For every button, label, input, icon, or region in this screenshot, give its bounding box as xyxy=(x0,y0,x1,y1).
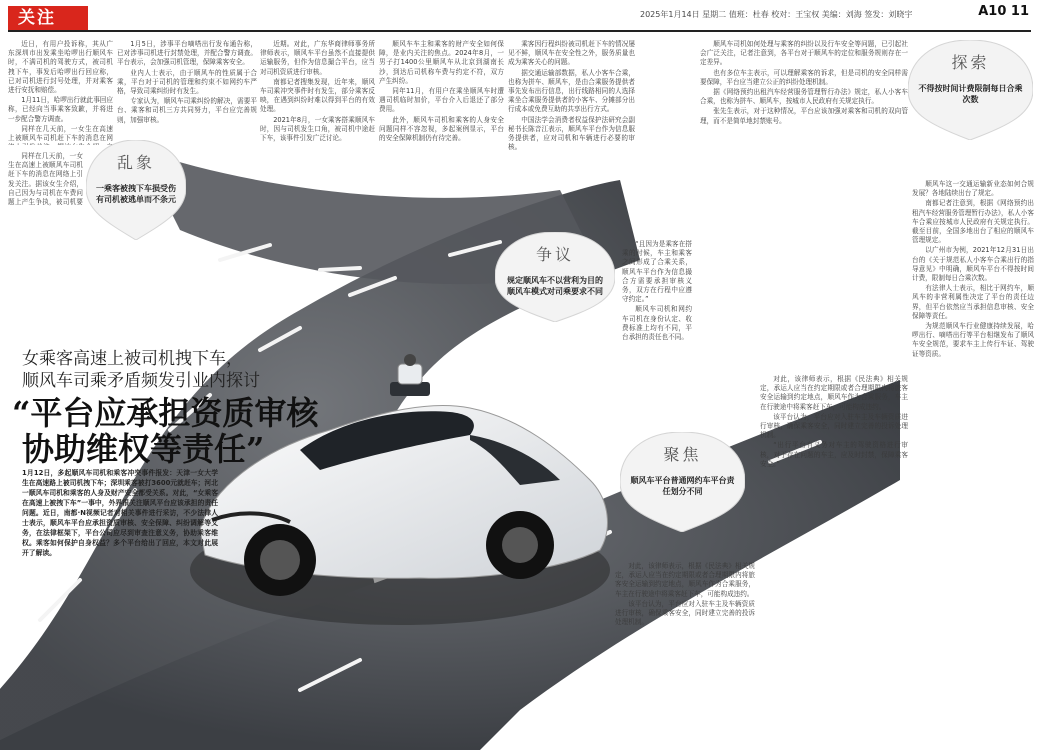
article-column-8 xyxy=(760,375,908,740)
article-column-4 xyxy=(379,40,504,240)
article-column-6 xyxy=(622,240,692,350)
article-column-1 xyxy=(8,40,113,145)
paragraph: 南都记者搜集发现，近年来，顺风车司乘冲突事件时有发生，部分乘客反映，在遇到纠纷时难以得到平台的有效处理。 xyxy=(260,77,375,114)
subtitle-line-2: 顺风车司乘矛盾频发引业内探讨 xyxy=(22,371,260,391)
headline-line-1: “平台应承担资质审核 xyxy=(12,394,319,432)
article-column-5 xyxy=(508,40,635,240)
badge-keyword: 乱象 xyxy=(116,153,155,172)
paragraph: 近日，有用户投诉称，其从广东深圳市出发乘坐哈啰出行顺风车时，不满司机的驾驶方式，被司机拽下车，事发后哈啰出行回应称，已对司机进行封号处理，并对乘客进行安抚和赔偿。 xyxy=(8,40,113,95)
paragraph: 据交通运输部数据，私人小客车合乘，也称为拼车、顺风车，是由合乘服务提供者事先发布出行信息，出行线路相同的人选择乘坐合乘服务提供者的小客车、分摊部分出行成本或免费互助的共享出行方式。 xyxy=(508,68,635,114)
paragraph: 同样在几天前，一女生在高速上被顺风车司机赶下车的消息在网络上引发关注。据该女生介绍，自己因为与司机在车费问题上产生争执，被司机要 xyxy=(8,152,83,207)
paragraph: 业内人士表示，由于顺风车的性质属于合乘，平台对于司机的管理和约束不如网约车严格，导致司乘纠纷时有发生。 xyxy=(117,68,257,96)
paragraph: 专家认为，顺风车司乘纠纷的解决，需要平台、乘客和司机三方共同努力，平台应完善规则，加强审核。 xyxy=(117,97,257,124)
article-column-3 xyxy=(260,40,375,190)
paragraph: 该平台认为，平台应对入驻车主及车辆资质进行审核，确保乘客安全，同时建立完善的投诉处理机制。 xyxy=(760,412,908,440)
badge-caption: 一乘客被拽下车损受伤有司机被逃单而不条元 xyxy=(96,184,176,204)
paragraph: “且因为是乘客在搭乘的时候，车主和乘客之间形成了合乘关系，顺风车平台作为信息撮合方需要承担审核义务，双方在行程中应遵守约定。” xyxy=(622,240,692,304)
paragraph: 顺风车司机和网约车司机在身份认定、收费标准上均有不同，平台承担的责任也不同。 xyxy=(622,305,692,342)
paragraph: 据《网络预约出租汽车经营服务管理暂行办法》规定，私人小客车合乘，也称为拼车、顺风车，按城市人民政府有关规定执行。 xyxy=(700,88,908,106)
article-column-1b xyxy=(8,152,83,207)
paragraph: 也有多位车主表示，可以理解乘客的诉求，但是司机的安全同样需要保障，平台应当建立公正的纠纷处理机制。 xyxy=(700,68,908,86)
paragraph: “出行平台有义务对车主的驾驶资格进行审核，对于存在问题的车主，应及时封禁，保障乘客安全。” xyxy=(760,441,908,468)
subheading-badge-chaos xyxy=(86,140,186,240)
badge-keyword: 争议 xyxy=(535,245,574,264)
article-column-7 xyxy=(700,40,908,370)
subheading-badge-focus xyxy=(620,432,745,532)
paragraph: 该平台认为，平台应对入驻车主及车辆资质进行审核，确保乘客安全，同时建立完善的投诉处理机制。 xyxy=(615,599,755,627)
paragraph: 中国法学会消费者权益保护法研究会副秘书长陈音江表示，顺风车平台作为信息服务提供者，应对司机和车辆进行必要的审核。 xyxy=(508,115,635,152)
article-column-8b xyxy=(615,562,755,742)
badge-keyword: 聚焦 xyxy=(663,445,702,464)
article-column-9 xyxy=(912,180,1034,700)
badge-keyword: 探索 xyxy=(951,53,990,72)
page-number: A10 11 xyxy=(978,4,1029,19)
paragraph: 对此，该律师表示，根据《民法典》相关规定，承运人应当在约定期限或者合理期限内将旅客安全运输到约定地点，顺风车作为合乘服务，车主在行驶途中将乘客赶下车，可能构成违约。 xyxy=(615,562,755,598)
section-tag: 关注 xyxy=(8,6,88,30)
paragraph: 张先生表示，对于这种情况，平台应该加强对乘客和司机的双向管理，而不是简单地封禁账号。 xyxy=(700,107,908,125)
issue-date: 2025年1月14日 星期二 值班：杜春 校对：王宝权 美编：刘海 签发：刘晓宇 xyxy=(640,10,913,19)
badge-caption: 不得按时间计费限制每日合乘次数 xyxy=(918,84,1023,104)
paragraph: 近期。对此，广东华商律师事务所律师表示，顺风车平台虽然不直接提供运输服务，但作为信息撮合平台，应当对司机资质进行审核。 xyxy=(260,40,375,76)
badge-caption: 规定顺风车不以营利为目的顺风车模式对司乘要求不同 xyxy=(507,276,603,296)
paragraph: 对此，该律师表示，根据《民法典》相关规定，承运人应当在约定期限或者合理期限内将旅客安全运输到约定地点，顺风车作为合乘服务，车主在行驶途中将乘客赶下车，可能构成违约。 xyxy=(760,375,908,411)
paragraph: 同样在几天前，一女生在高速上被顺风车司机赶下车的消息在网 xyxy=(8,124,113,143)
paragraph: 为规范顺风车行业健康持续发展，哈啰出行、嘀嗒出行等平台相继发布了顺风车安全规范，要求车主上传行车证、驾驶证等资质。 xyxy=(912,322,1034,358)
paragraph: 有法律人士表示，相比于网约车，顺风车的非营利属性决定了平台的责任边界，但平台依然应当承担信息审核、安全保障等责任。 xyxy=(912,284,1034,320)
header-rule xyxy=(8,30,1031,32)
subheading-badge-explore xyxy=(908,40,1033,140)
paragraph: 乘客因行程纠纷被司机赶下车的情况屡见不鲜，顺风车在安全性之外，服务质量也成为乘客关心的问题。 xyxy=(508,40,635,67)
headline-line-2: 协助维权等责任” xyxy=(22,430,265,468)
paragraph: 以广州市为例，2021年12月31日出台的《关于规范私人小客车合乘出行的指导意见》中明确，顺风车平台不得按时间计费，限制每日合乘次数。 xyxy=(912,246,1034,283)
lead-paragraph: 1月12日，多起顺风车司机和乘客冲突事件报发：天津一女大学生在高速路上被司机拽下车；深圳乘客被打3600元就赶车；河北一顺风车司机和乘客的人身及财产安全都受关系。对此，“女乘客在高速上被拽下车”一事中，外界很关注顺风平台应该承担的责任问题。近日，南都·N视频记者对相关事件进行采访，不少法律人士表示，顺风车平台应承担资质审核、安全保障、纠纷调解等义务，在法律框架下，平台公司应尽到审查注意义务，协助乘客维权。乘客如何保护自身权益？多个平台给出了回应，本文对此展开了解读。 xyxy=(22,469,218,557)
paragraph: 2021年8月，一女乘客搭乘顺风车时，因与司机发生口角，被司机中途赶下车，该事件引发广泛讨论。 xyxy=(260,115,375,143)
paragraph: 同年11月，有用户在乘坐顺风车时遭遇司机临时加价，平台介入后退还了部分费用。 xyxy=(379,87,504,114)
badge-caption: 顺风车平台普通网约车平台责任划分不同 xyxy=(630,476,735,496)
subtitle-line-1: 女乘客高速上被司机拽下车， xyxy=(22,349,243,369)
paragraph: 1月5日，涉事平台嘀嗒出行发布通告称，已对涉事司机进行封禁处理，并配合警方调查。平台表示，会加强司机管理，保障乘客安全。 xyxy=(117,40,257,67)
paragraph: 顺风车司机如何处理与乘客的纠纷以及行车安全等问题，已引起社会广泛关注，记者注意到，各平台对于顺风车的定位和服务规则存在一定差异。 xyxy=(700,40,908,67)
paragraph: 顺风车这一交通运输新业态如何合规发展？各地陆续出台了规定。 xyxy=(912,180,1034,198)
paragraph: 此外，顺风车司机和乘客的人身安全问题同样不容忽视，多起案例显示，平台的安全保障机制仍有待完善。 xyxy=(379,115,504,143)
paragraph: 南都记者注意到，根据《网络预约出租汽车经营服务管理暂行办法》，私人小客车合乘应按城市人民政府有关规定执行。截至目前，全国多地出台了相应的顺风车管理规定。 xyxy=(912,199,1034,245)
paragraph: 顺风车车主和乘客的财产安全如何保障，是业内关注的焦点。2024年8月，一男子打1400公里顺风车从北京到湖南长沙，到达后司机称车费与约定不符，双方产生纠纷。 xyxy=(379,40,504,85)
paragraph: 1月11日，哈啰出行就此事回应称，已经向当事乘客致歉，并将进一步配合警方调查。 xyxy=(8,96,113,123)
subheading-badge-dispute xyxy=(495,232,615,322)
